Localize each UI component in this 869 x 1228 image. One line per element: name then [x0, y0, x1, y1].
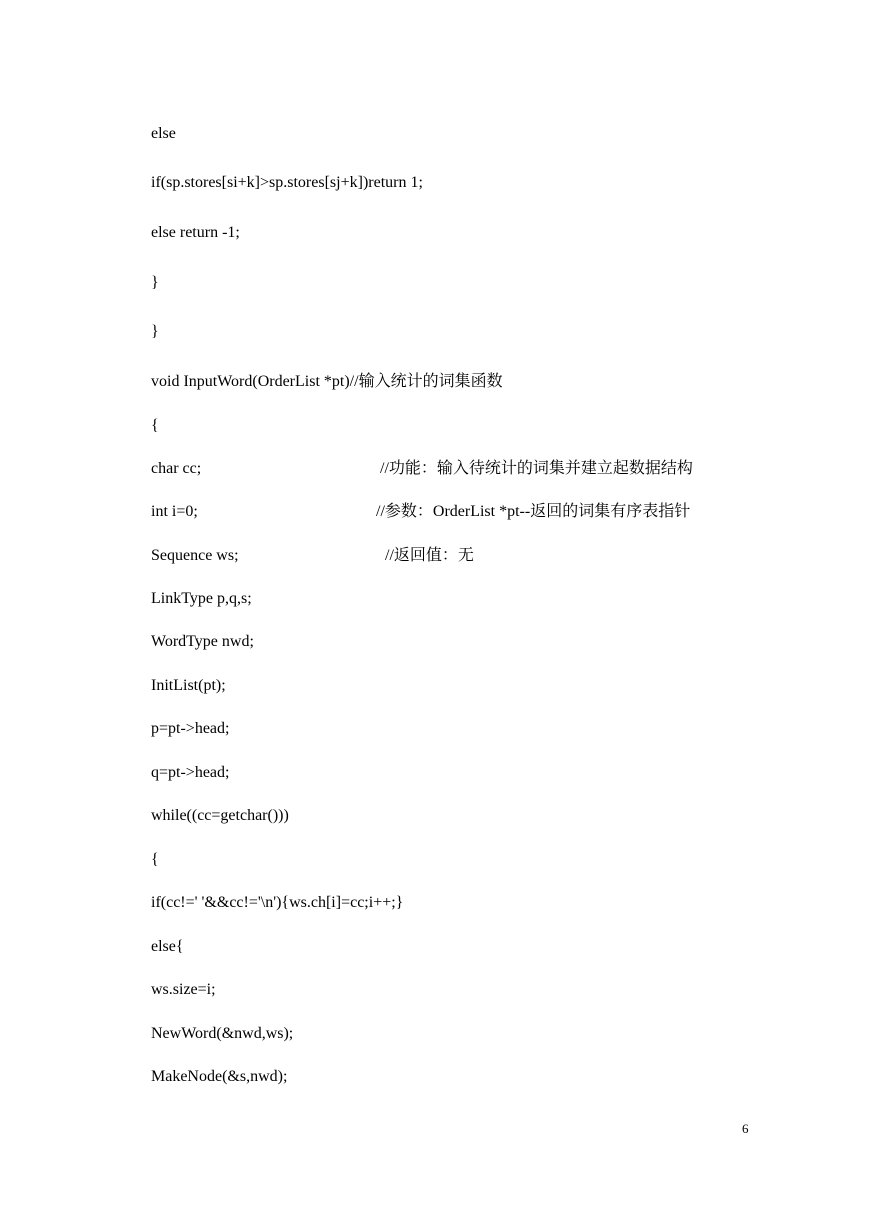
code-line: else return -1; — [151, 224, 240, 241]
code-line: LinkType p,q,s; — [151, 590, 252, 607]
code-line: NewWord(&nwd,ws); — [151, 1025, 294, 1042]
code-comment: //返回值：无 — [385, 547, 474, 564]
page-number: 6 — [742, 1121, 749, 1136]
code-line: q=pt->head; — [151, 764, 230, 781]
code-line: { — [151, 851, 159, 868]
code-line: int i=0; — [151, 503, 198, 520]
code-line: else{ — [151, 938, 184, 955]
code-line: else — [151, 125, 176, 142]
code-line: { — [151, 417, 159, 434]
code-line: Sequence ws; — [151, 547, 239, 564]
code-line: void InputWord(OrderList *pt)//输入统计的词集函数 — [151, 373, 503, 390]
code-line: char cc; — [151, 460, 202, 477]
code-line: } — [151, 323, 159, 340]
code-line: if(sp.stores[si+k]>sp.stores[sj+k])return 1; — [151, 174, 423, 191]
code-line: if(cc!=' '&&cc!='\n'){ws.ch[i]=cc;i++;} — [151, 894, 404, 911]
code-comment: //功能：输入待统计的词集并建立起数据结构 — [380, 460, 693, 477]
code-line: } — [151, 274, 159, 291]
code-line: WordType nwd; — [151, 633, 254, 650]
code-line: ws.size=i; — [151, 981, 216, 998]
code-line: while((cc=getchar())) — [151, 807, 289, 824]
code-line: p=pt->head; — [151, 720, 230, 737]
code-line: MakeNode(&s,nwd); — [151, 1068, 288, 1085]
code-line: InitList(pt); — [151, 677, 226, 694]
code-comment: //参数：OrderList *pt--返回的词集有序表指针 — [376, 503, 691, 520]
